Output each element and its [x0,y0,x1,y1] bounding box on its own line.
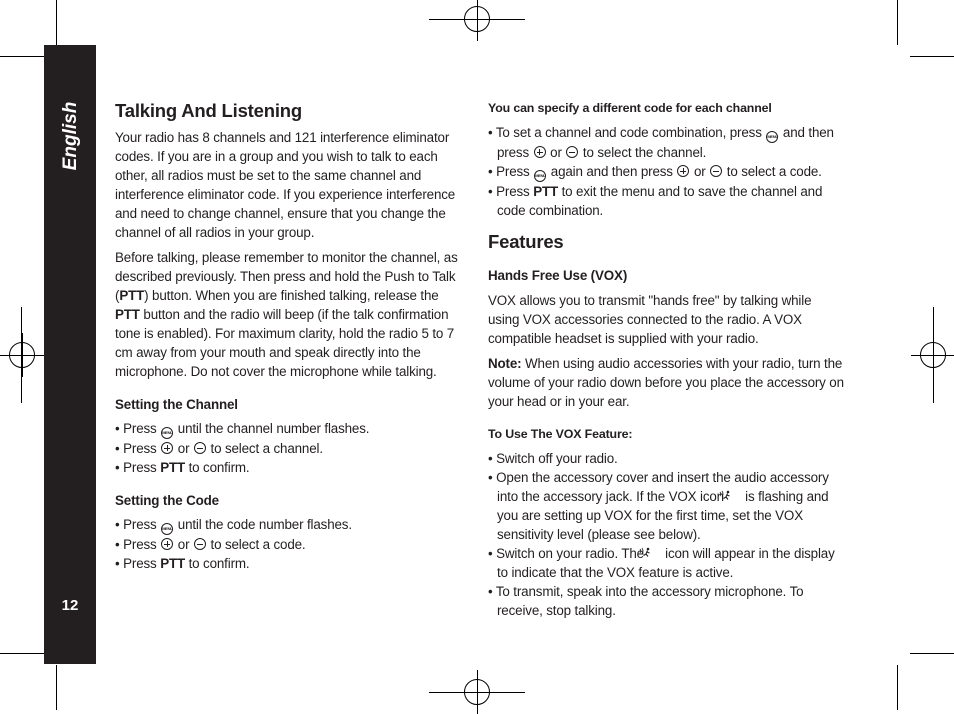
crop-mark [0,653,44,654]
crop-mark [910,653,954,654]
crop-mark [897,665,898,710]
setting-channel-heading: Setting the Channel [115,397,238,412]
vox-icon [728,488,742,500]
list-item: • Press MENU until the channel number flashes. [115,419,465,439]
registration-line [429,19,525,20]
registration-line [933,307,934,403]
list-item: • Press PTT to confirm. [115,460,250,475]
talking-paragraph: Before talking, please remember to monitor the channel, as described previously. Then press and hold the Push to Talk (PTT) button. When you are finished talking, release the PTT button and the radio will beep (if the talk confirmation tone is enabled). For maximum clarity, hold the radio 5 to 7 cm away from your mouth and speak directly into the microphone. Do not cover the microphone while talking. [115,250,458,379]
setting-code-heading: Setting the Code [115,493,219,508]
language-label: English [60,101,81,171]
registration-mark [0,333,44,377]
menu-button-icon: MENU [766,131,778,143]
crop-mark [56,0,57,45]
minus-button-icon [194,538,206,550]
list-item: • Press PTT to exit the menu and to save the channel and code combination. [488,184,823,218]
page-number: 12 [61,597,79,614]
menu-button-icon: MENU [161,523,173,535]
list-item: • Press MENU again and then press or to select a code. [488,162,844,182]
minus-button-icon [710,165,722,177]
list-item: • Press or to select a code. [115,537,306,552]
list-item: • Press PTT to confirm. [115,556,250,571]
hands-free-heading: Hands Free Use (VOX) [488,268,628,283]
registration-line [21,307,22,403]
plus-button-icon [161,442,173,454]
vox-icon [648,545,662,557]
registration-mark [455,0,499,41]
menu-button-icon: MENU [534,170,546,182]
section-title-talking: Talking And Listening [115,100,302,121]
list-item: • Open the accessory cover and insert the audio accessory into the accessory jack. If the VOX icon is flashing and you are setting up VOX for the first time, set the VOX sensitivity level (please see below). [488,470,829,542]
list-item: • Switch off your radio. [488,451,618,466]
list-item: • Switch on your radio. The icon will appear in the display to indicate that the VOX feature is active. [488,546,835,580]
plus-button-icon [161,538,173,550]
list-item: • Press or to select a channel. [115,441,323,456]
intro-paragraph: Your radio has 8 channels and 121 interference eliminator codes. If you are in a group and you wish to talk to each other, all radios must be set to the same channel and interference eliminator code. If you experience interference and need to change channel, ensure that you change the channel of all radios in your group. [115,130,456,240]
list-item: • To transmit, speak into the accessory microphone. To receive, stop talking. [488,584,804,618]
crop-mark [0,56,44,57]
note-paragraph: Note: When using audio accessories with your radio, turn the volume of your radio down before you place the accessory on your head or in your ear. [488,356,844,409]
crop-mark [897,0,898,45]
menu-button-icon: MENU [161,427,173,439]
plus-button-icon [677,165,689,177]
crop-mark [910,56,954,57]
different-code-heading: You can specify a different code for each channel [488,101,772,115]
list-item: • To set a channel and code combination, press MENU and then press or to select the channel. [488,125,834,160]
language-tab [56,103,86,169]
features-title: Features [488,231,564,252]
vox-feature-heading: To Use The VOX Feature: [488,427,633,441]
vox-paragraph: VOX allows you to transmit "hands free" by talking while using VOX accessories connected to the radio. A VOX compatible headset is supplied with your radio. [488,293,812,346]
minus-button-icon [194,442,206,454]
left-column [115,99,465,573]
minus-button-icon [566,146,578,158]
crop-mark [56,665,57,710]
right-column [488,99,844,620]
list-item: • Press MENU until the code number flashes. [115,515,465,535]
plus-button-icon [534,146,546,158]
registration-line [429,692,525,693]
